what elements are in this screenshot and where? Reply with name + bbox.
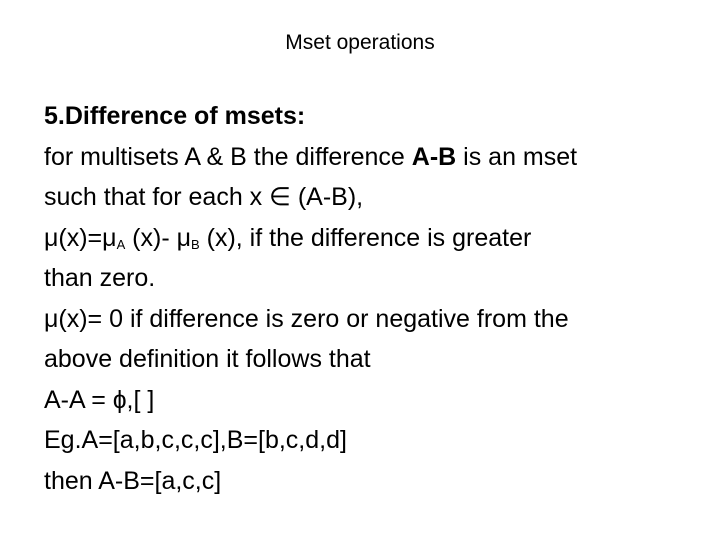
definition-line-1 [44, 137, 694, 178]
definition-term: A-B [411, 142, 457, 171]
zero-case-line: μ(x)= 0 if difference is zero or negative from the [44, 304, 569, 333]
self-difference-line: A-A = ɸ,[ ] [44, 385, 155, 414]
definition-line-2: such that for each x ∈ (A-B), [44, 183, 364, 211]
definition-text-end: is an mset [456, 142, 578, 171]
example-line: Eg.A=[a,b,c,c,c],B=[b,c,d,d] [44, 426, 347, 454]
formula-condition: (x), if the difference is greater [199, 223, 532, 252]
formula-line-end: than zero. [44, 264, 156, 292]
subscript-b: B [191, 236, 200, 252]
formula-mid: (x)- μ [125, 223, 192, 252]
slide-body [44, 96, 694, 501]
example-result-line: then A-B=[a,c,c] [44, 466, 222, 495]
slide-title: Mset operations [285, 31, 435, 54]
formula-line [44, 218, 694, 259]
subscript-a: A [116, 236, 126, 252]
section-heading: 5.Difference of msets: [44, 102, 306, 130]
definition-text: for multisets A & B the difference [44, 142, 412, 171]
formula-mu: μ(x)=μ [44, 223, 117, 252]
zero-case-line-end: above definition it follows that [44, 345, 371, 373]
